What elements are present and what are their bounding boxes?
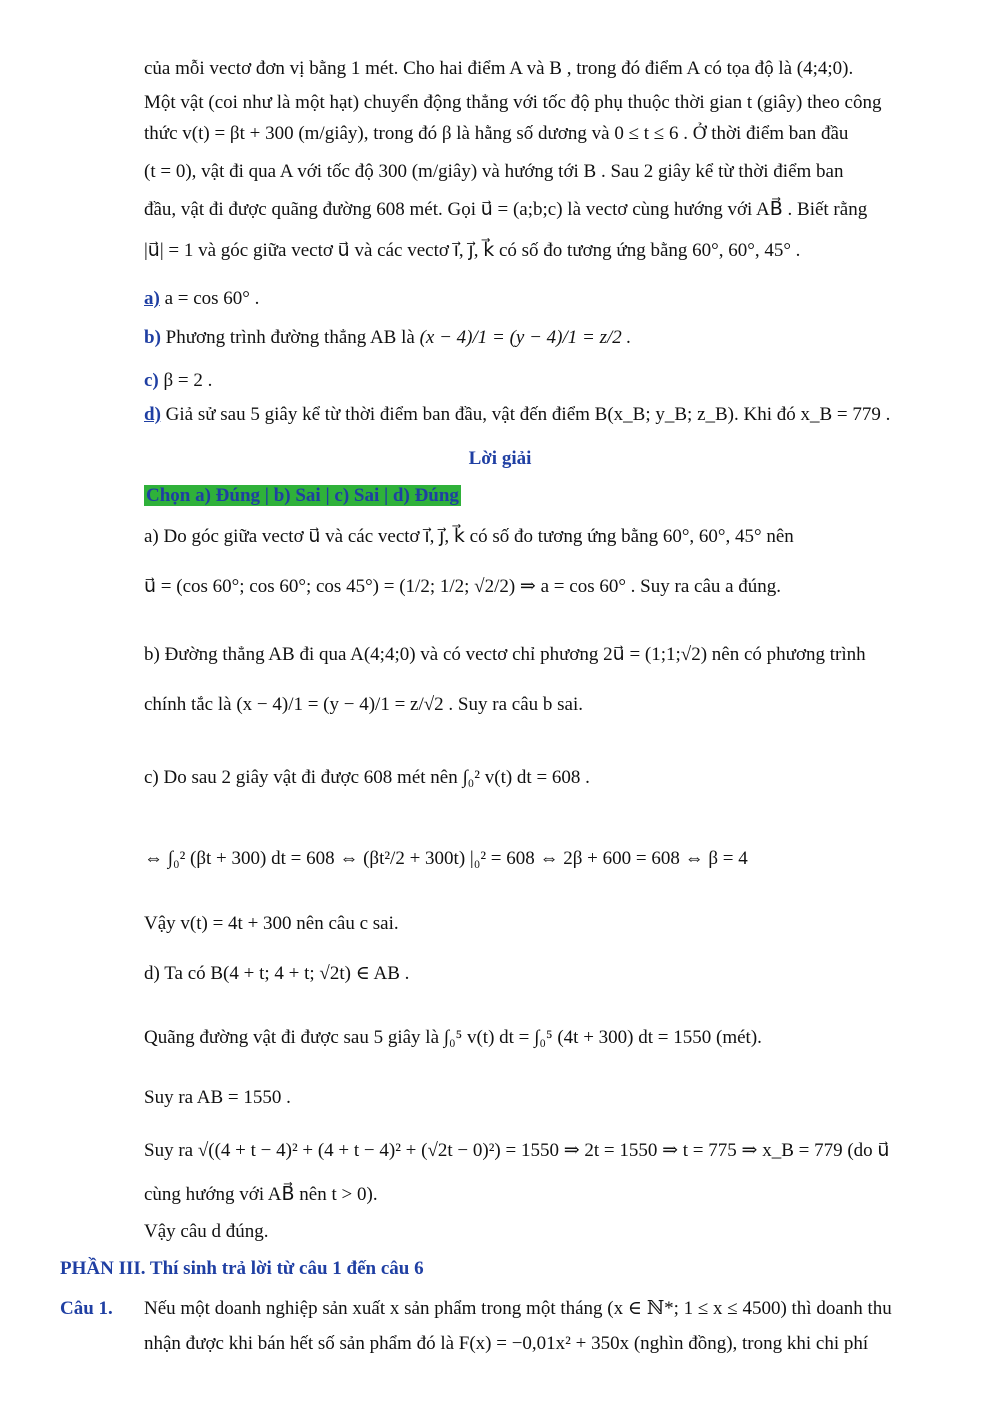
option-a-label: a)	[144, 288, 160, 309]
solution-d-line-6: Vậy câu d đúng.	[144, 1221, 269, 1242]
solution-b-line-2: chính tắc là (x − 4)/1 = (y − 4)/1 = z/√2 . Suy ra câu b sai.	[144, 694, 583, 715]
option-c	[144, 368, 940, 394]
option-c-label: c)	[144, 370, 159, 391]
answer-highlight: Chọn a) Đúng | b) Sai | c) Sai | d) Đúng	[146, 485, 459, 506]
solution-c-line-1: c) Do sau 2 giây vật đi được 608 mét nên ∫₀² v(t) dt = 608 .	[144, 767, 590, 788]
problem-line-1: của mỗi vectơ đơn vị bằng 1 mét. Cho hai điểm A và B , trong đó điểm A có tọa độ là (4;4;0).	[144, 58, 854, 79]
solution-c-line-2: ⇔ ∫₀² (βt + 300) dt = 608 ⇔ (βt²/2 + 300t) |₀² = 608 ⇔ 2β + 600 = 608 ⇔ β = 4	[144, 848, 748, 869]
question-label	[60, 1296, 113, 1322]
solution-d-line-1: d) Ta có B(4 + t; 4 + t; √2t) ∈ AB .	[144, 963, 410, 984]
question-line-2: nhận được khi bán hết số sản phẩm đó là F(x) = −0,01x² + 350x (nghìn đồng), trong khi chi phí	[144, 1333, 869, 1354]
solution-d-line-2: Quãng đường vật đi được sau 5 giây là ∫₀⁵ v(t) dt = ∫₀⁵ (4t + 300) dt = 1550 (mét).	[144, 1027, 762, 1048]
solution-a-line-1: a) Do góc giữa vectơ u⃗ và các vectơ i⃗, j⃗, k⃗ có số đo tương ứng bằng 60°, 60°, 45° nên	[144, 526, 794, 547]
solution-a-line-2: u⃗ = (cos 60°; cos 60°; cos 45°) = (1/2; 1/2; √2/2) ⇒ a = cos 60° . Suy ra câu a đúng.	[144, 576, 782, 597]
answer-banner	[144, 483, 940, 509]
solution-title-text: Lời giải	[468, 448, 532, 469]
solution-d-line-5: cùng hướng với AB⃗ nên t > 0).	[144, 1184, 378, 1205]
option-a	[144, 286, 940, 312]
solution-d-line-4: Suy ra √((4 + t − 4)² + (4 + t − 4)² + (√2t − 0)²) = 1550 ⇒ 2t = 1550 ⇒ t = 775 ⇒ x_B = 779 (do u⃗	[144, 1140, 890, 1161]
problem-line-4: (t = 0), vật đi qua A với tốc độ 300 (m/giây) và hướng tới B . Sau 2 giây kể từ thời điểm ban	[144, 161, 844, 182]
option-a-text: a = cos 60° .	[159, 288, 260, 309]
problem-line-5: đầu, vật đi được quãng đường 608 mét. Gọi u⃗ = (a;b;c) là vectơ cùng hướng với AB⃗ . Biết rằng	[144, 199, 868, 220]
option-b-equation: (x − 4)/1 = (y − 4)/1 = z/2 .	[419, 327, 632, 348]
option-d	[144, 402, 940, 428]
problem-line-2: Một vật (coi như là một hạt) chuyển động thẳng với tốc độ phụ thuộc thời gian t (giây) theo công	[144, 92, 882, 113]
solution-c-line-3: Vậy v(t) = 4t + 300 nên câu c sai.	[144, 913, 399, 934]
part-heading	[60, 1256, 424, 1282]
problem-line-6: |u⃗| = 1 và góc giữa vectơ u⃗ và các vectơ i⃗, j⃗, k⃗ có số đo tương ứng bằng 60°, 60°, 45° .	[144, 240, 801, 261]
option-c-text: β = 2 .	[158, 370, 213, 391]
option-d-label: d)	[144, 404, 161, 425]
option-b	[144, 325, 940, 351]
solution-d-line-3: Suy ra AB = 1550 .	[144, 1087, 291, 1108]
option-d-text: Giả sử sau 5 giây kể từ thời điểm ban đầu, vật đến điểm B(x_B; y_B; z_B). Khi đó x_B = 779 .	[160, 404, 891, 425]
option-b-label: b)	[144, 327, 161, 348]
part-heading-text: PHẦN III. Thí sinh trả lời từ câu 1 đến câu 6	[60, 1258, 424, 1279]
problem-line-3: thức v(t) = βt + 300 (m/giây), trong đó β là hằng số dương và 0 ≤ t ≤ 6 . Ở thời điểm ban đầu	[144, 123, 849, 144]
solution-b-line-1: b) Đường thẳng AB đi qua A(4;4;0) và có vectơ chỉ phương 2u⃗ = (1;1;√2) nên có phương trình	[144, 644, 866, 665]
question-label-text: Câu 1.	[60, 1298, 113, 1319]
solution-title	[0, 446, 1000, 472]
option-b-text: Phương trình đường thẳng AB là	[160, 327, 420, 348]
question-line-1: Nếu một doanh nghiệp sản xuất x sản phẩm trong một tháng (x ∈ ℕ*; 1 ≤ x ≤ 4500) thì doanh thu	[144, 1298, 892, 1319]
